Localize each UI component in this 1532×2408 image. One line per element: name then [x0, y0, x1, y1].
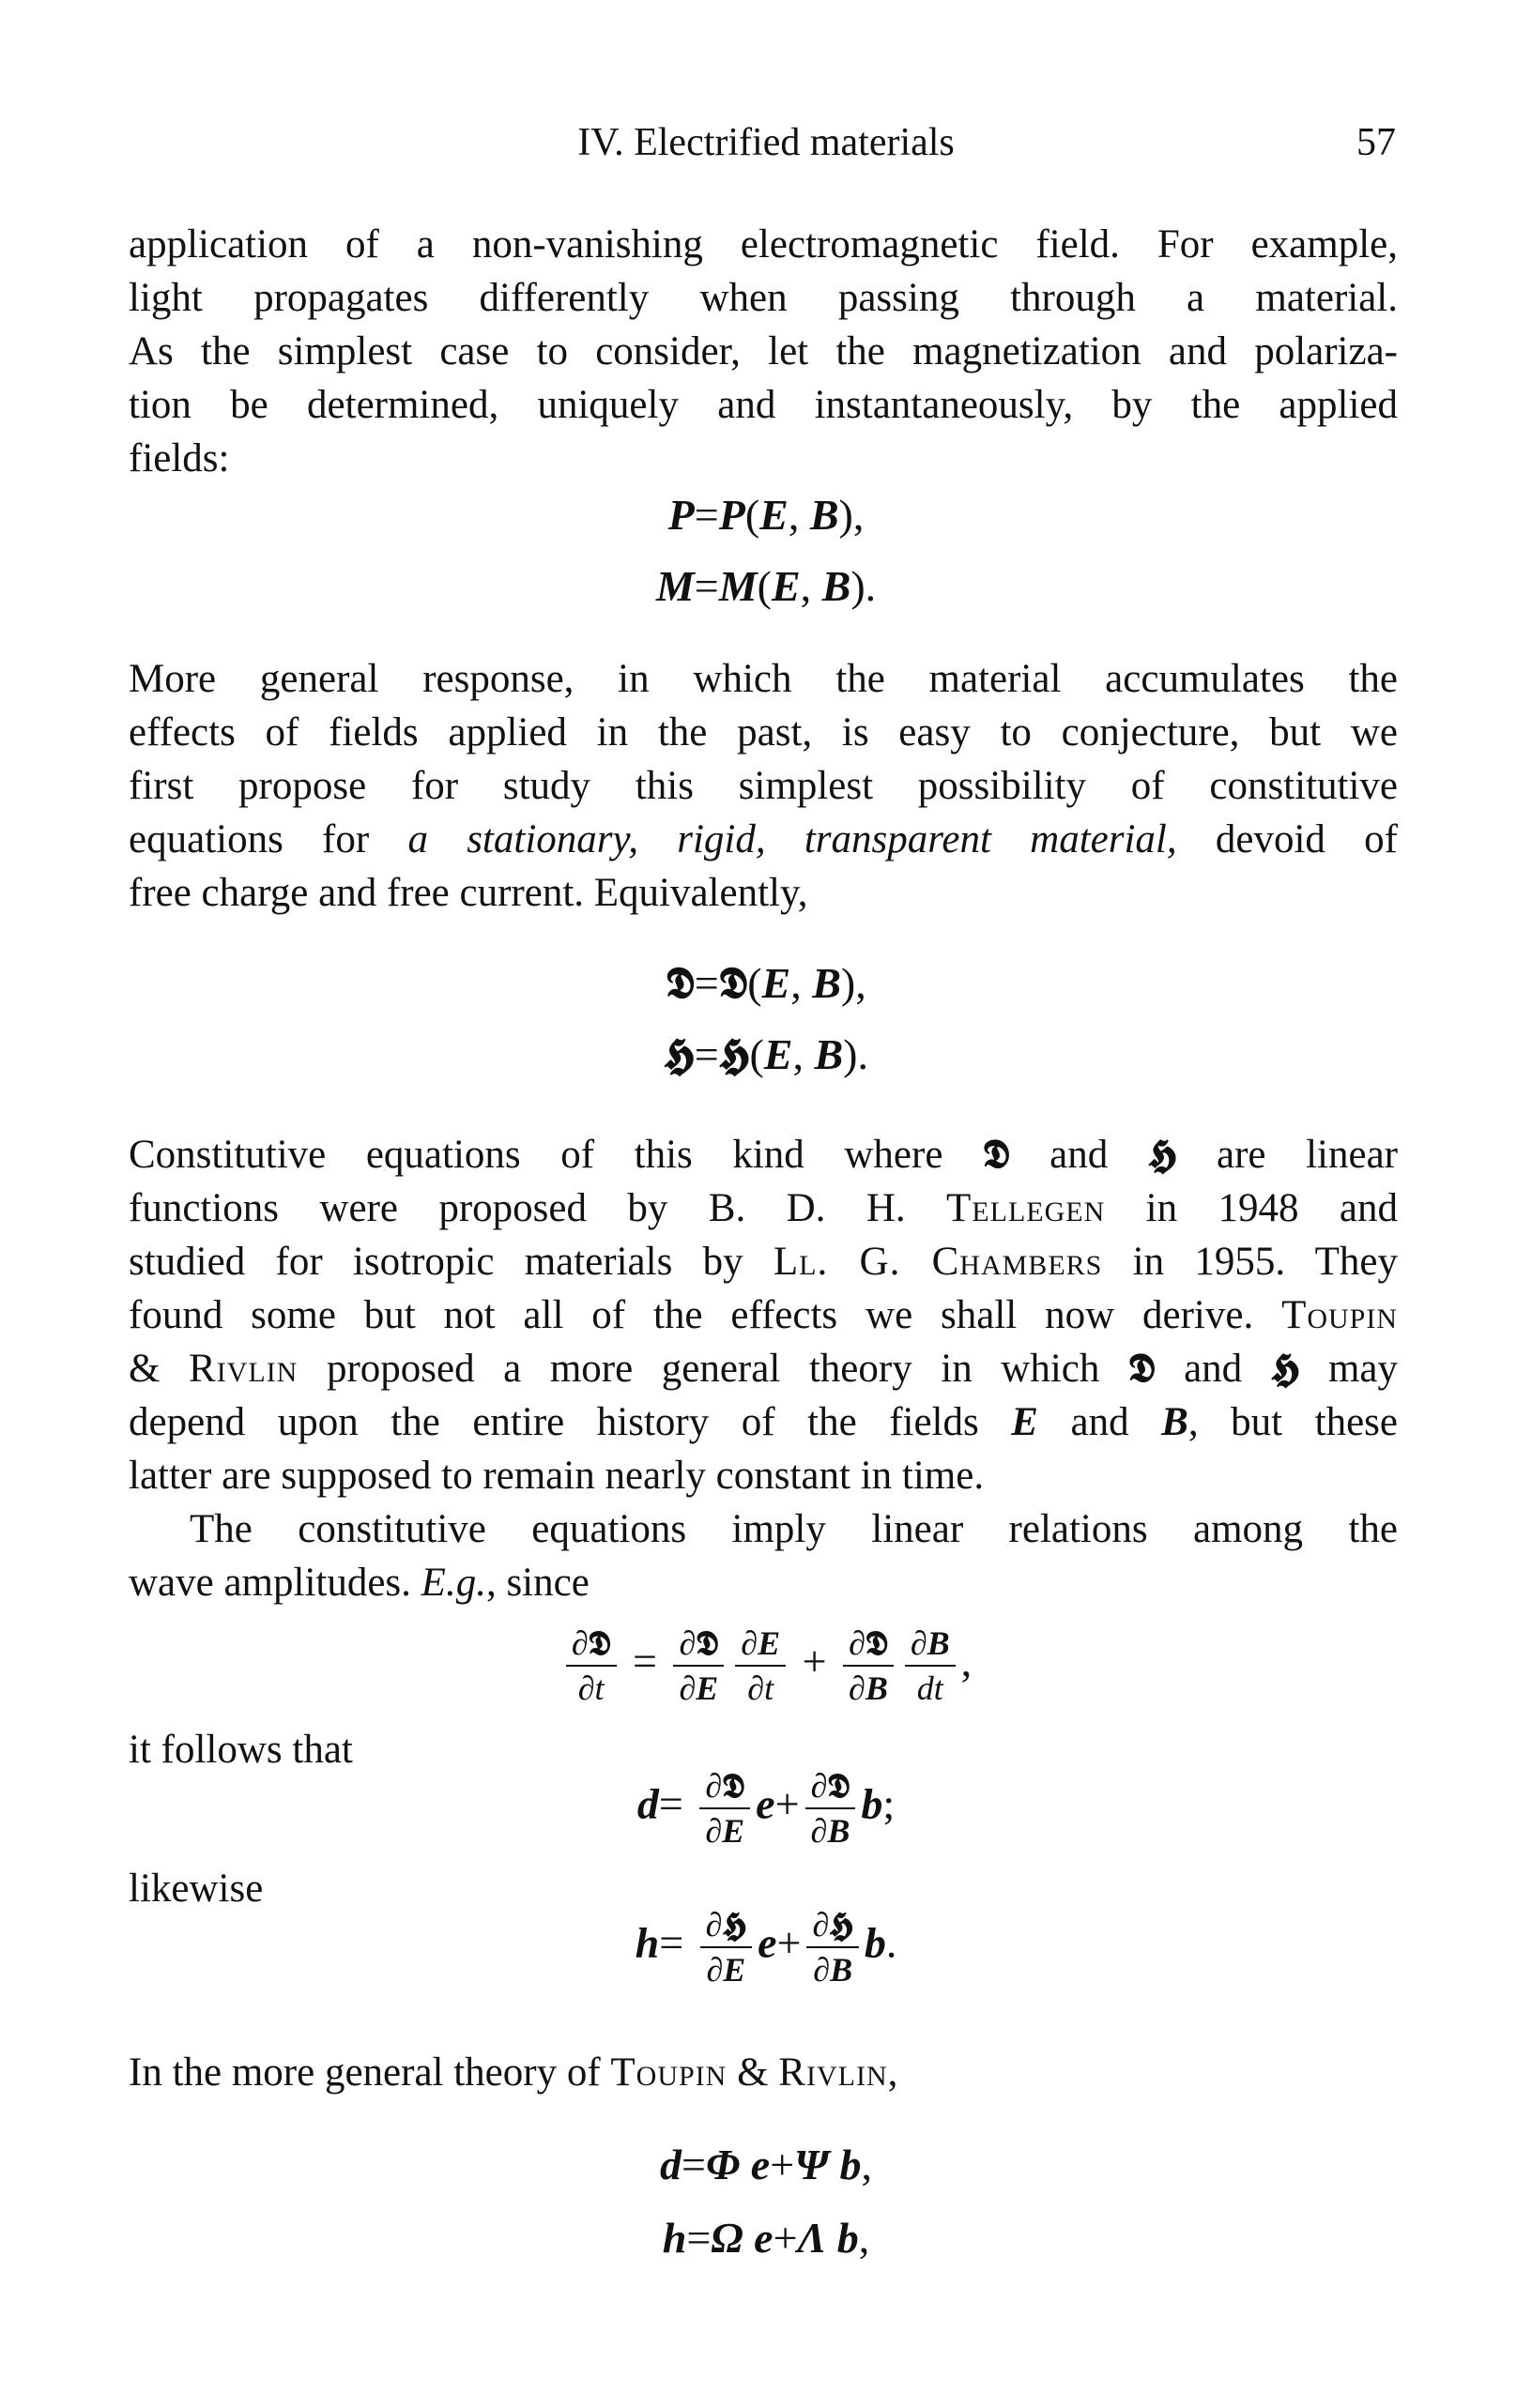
equation-h: h= $\frac{\text{∂𝕳}}{\partial E}$ e+ $\frac{\text{∂𝕳}}{\partial B}$ b. — [635, 1905, 897, 1989]
text-line: functions were proposed by B. D. H. Tellegen in 1948 and — [129, 1186, 1398, 1230]
equation-polarization: P=P(E, B), — [667, 491, 865, 539]
text-line: tion be determined, uniquely and instantaneously, by the applied — [129, 383, 1398, 427]
text-line: free charge and free current. Equivalently, — [129, 871, 808, 915]
equation-d-general: d=Φ e+Ψ b, — [660, 2141, 872, 2188]
text-line: equations for a stationary, rigid, transparent material, devoid of — [129, 817, 1398, 861]
paragraph-3 — [129, 1128, 1398, 1502]
label-likewise: likewise — [129, 1867, 264, 1911]
paragraph-2 — [129, 652, 1398, 920]
text-line: studied for isotropic materials by Ll. G. Chambers in 1955. They — [129, 1240, 1398, 1284]
text-line: wave amplitudes. E.g., since — [129, 1561, 590, 1605]
text-line: fields: — [129, 436, 230, 480]
equation-d: d= $\frac{\text{∂𝕯}}{\partial E}$ e+ $\frac{\text{∂𝕯}}{\partial B}$ b; — [636, 1766, 896, 1850]
text-line: depend upon the entire history of the fields E and B, but these — [129, 1400, 1398, 1444]
text-line: Constitutive equations of this kind where 𝕯 and 𝕳 are linear — [129, 1131, 1398, 1178]
text-line: found some but not all of the effects we shall now derive. Toupin — [129, 1293, 1398, 1337]
text-line: application of a non-vanishing electromagnetic field. For example, — [129, 222, 1398, 267]
equation-D: 𝕯=𝕯(E, B), — [666, 957, 866, 1008]
equation-chain-rule: $\frac{\text{∂𝕯}}{\partial t}$ = $\frac{\text{∂𝕯}}{\partial E}$ $\frac{\partial E}{\partial t}$ + $\frac{\text{∂𝕯}}{\partial B}$ $\frac{\partial B}{dt}$ , — [0, 1623, 1532, 1708]
text-line: effects of fields applied in the past, is easy to conjecture, but we — [129, 710, 1398, 754]
text-line: The constitutive equations imply linear relations among the — [190, 1507, 1398, 1551]
text-line: latter are supposed to remain nearly constant in time. — [129, 1454, 985, 1498]
equation-magnetization: M=M(E, B). — [655, 562, 877, 610]
text-line: & Rivlin proposed a more general theory in which 𝕯 and 𝕳 may — [129, 1345, 1398, 1392]
page-number: 57 — [1356, 121, 1396, 164]
paragraph-5 — [129, 2046, 1398, 2099]
text-line: As the simplest case to consider, let the magnetization and polariza- — [129, 329, 1398, 373]
label-it-follows: it follows that — [129, 1728, 353, 1772]
equation-h-general: h=Ω e+Λ b, — [662, 2214, 870, 2262]
paragraph-4 — [129, 1502, 1398, 1609]
text-line: first propose for study this simplest possibility of constitutive — [129, 764, 1398, 808]
paragraph-1 — [129, 218, 1398, 485]
text-line: In the more general theory of Toupin & Rivlin, — [129, 2050, 898, 2095]
text-line: light propagates differently when passing through a material. — [129, 276, 1398, 320]
equation-H: 𝕳=𝕳(E, B). — [663, 1029, 868, 1079]
text-line: More general response, in which the material accumulates the — [129, 657, 1398, 701]
running-header: IV. Electrified materials — [577, 121, 955, 164]
